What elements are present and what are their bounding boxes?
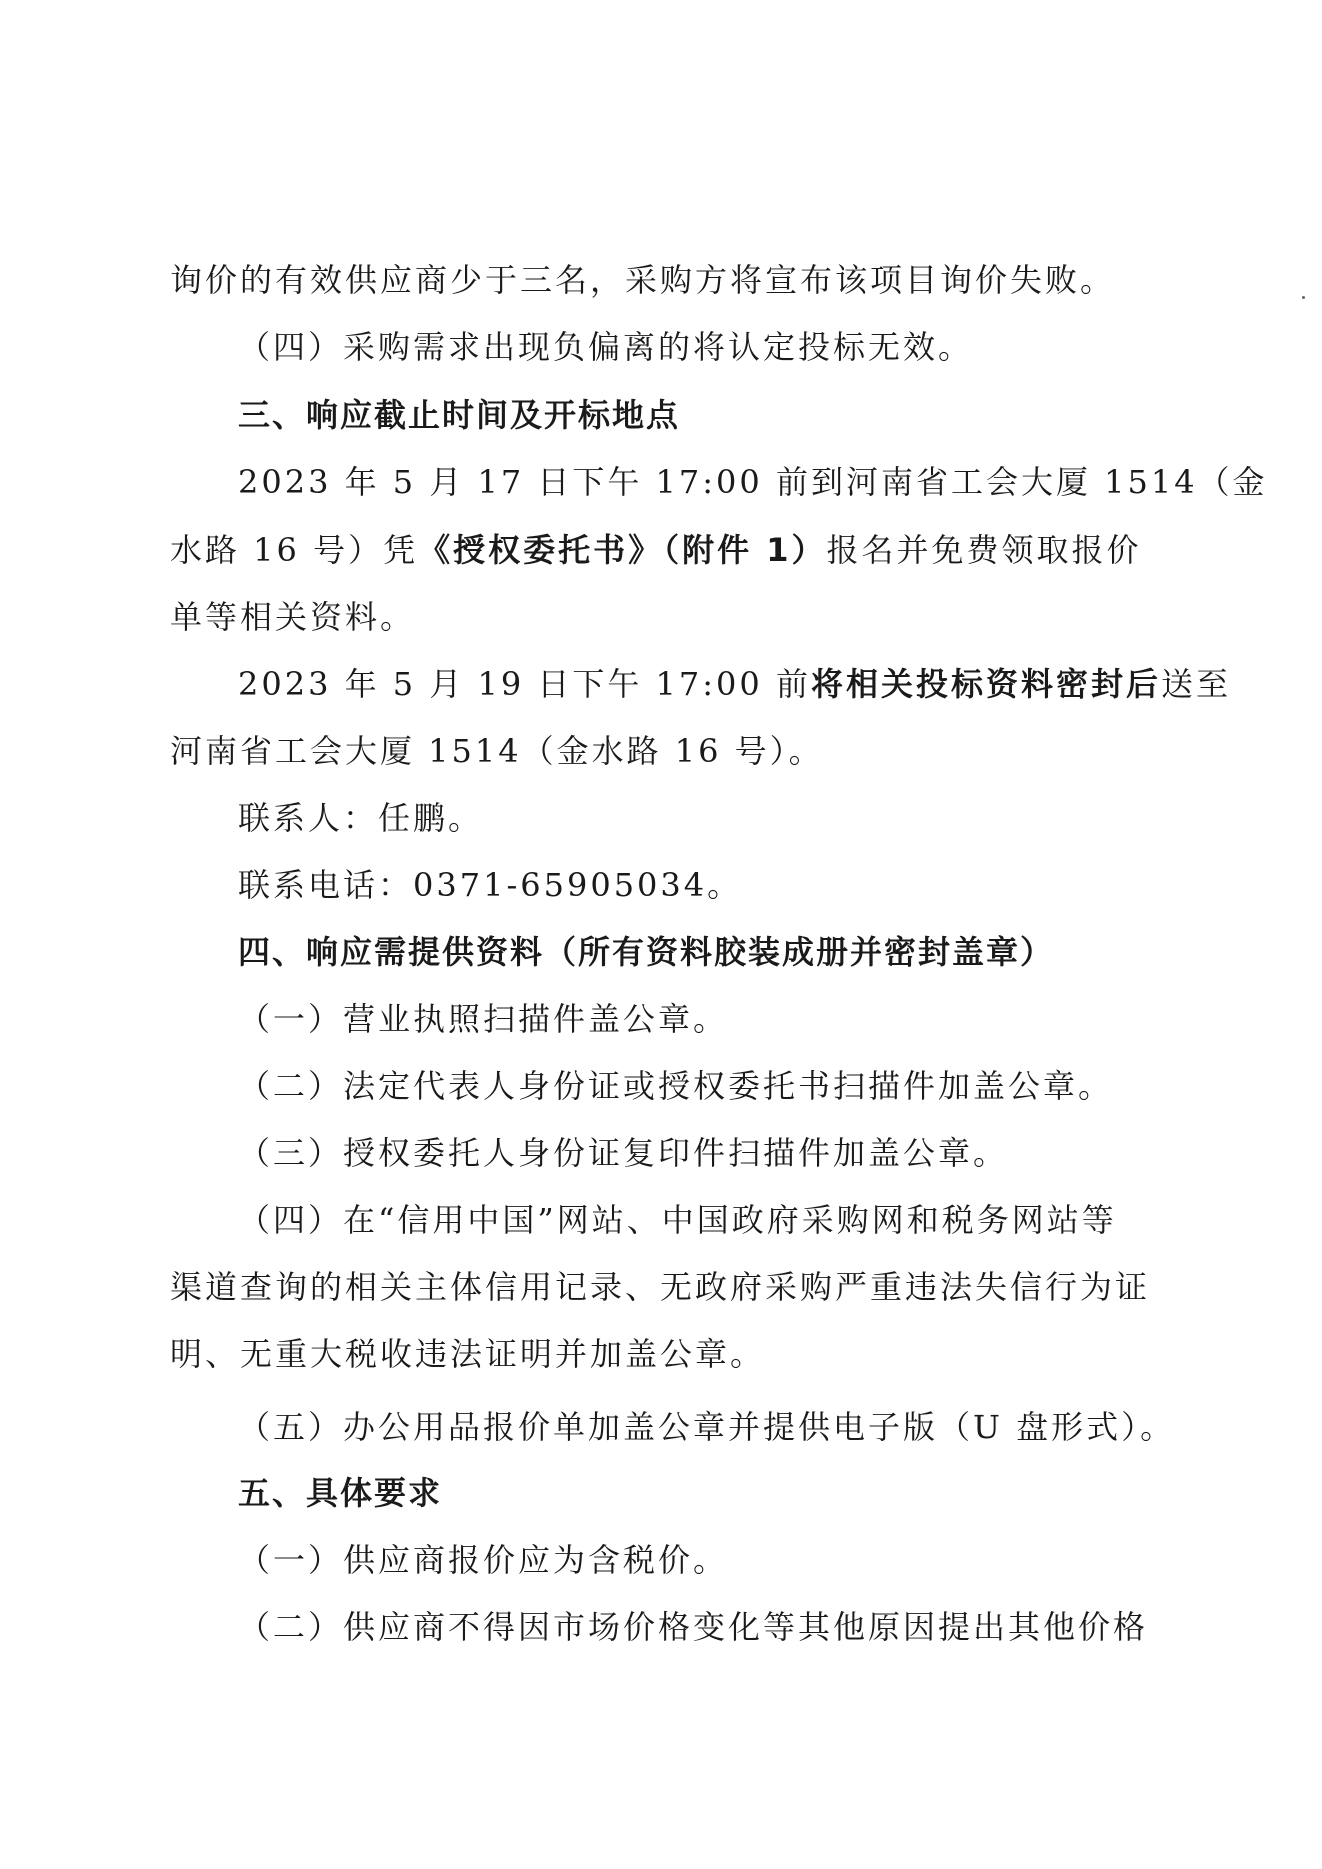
line-text: 联系电话：0371-65905034。 — [238, 866, 743, 904]
section-heading-5 — [170, 1473, 1228, 1513]
list-item — [170, 1066, 1228, 1106]
line-text: （二）供应商不得因市场价格变化等其他原因提出其他价格 — [238, 1608, 1149, 1646]
line-text: 明、无重大税收违法证明并加盖公章。 — [170, 1335, 766, 1373]
line-text: 单等相关资料。 — [170, 598, 416, 636]
line-text: 联系人：任鹏。 — [238, 799, 484, 837]
line-text: 河南省工会大厦 1514（金水路 16 号）。 — [170, 732, 824, 770]
contact-person — [170, 798, 1228, 838]
line-text: 渠道查询的相关主体信用记录、无政府采购严重违法失信行为证 — [170, 1268, 1151, 1306]
line-text: （三）授权委托人身份证复印件扫描件加盖公章。 — [238, 1134, 1009, 1172]
paragraph-line — [170, 597, 1160, 637]
paragraph-line — [170, 1334, 1160, 1374]
line-text: （一）营业执照扫描件盖公章。 — [238, 1000, 729, 1038]
paragraph-line — [170, 1267, 1160, 1307]
line-text: （一）供应商报价应为含税价。 — [238, 1541, 729, 1579]
line-text: 送至 — [1160, 665, 1231, 703]
line-text: （四）在“信用中国”网站、中国政府采购网和税务网站等 — [238, 1201, 1117, 1239]
heading-text: 三、响应截止时间及开标地点 — [238, 396, 681, 434]
bold-text: 《授权委托书》（附件 1） — [418, 531, 827, 569]
line-text: （四）采购需求出现负偏离的将认定投标无效。 — [238, 328, 974, 366]
paragraph-line — [170, 731, 1160, 771]
line-text: （二）法定代表人身份证或授权委托书扫描件加盖公章。 — [238, 1067, 1114, 1105]
line-text: 2023 年 5 月 17 日下午 17:00 前到河南省工会大厦 1514（金 — [238, 463, 1268, 501]
paragraph-line — [170, 327, 1228, 367]
line-text: 2023 年 5 月 19 日下午 17:00 前 — [238, 665, 811, 703]
list-item — [170, 1540, 1228, 1580]
list-item — [170, 1607, 1228, 1647]
paragraph-line — [170, 530, 1160, 570]
line-text: 报名并免费领取报价 — [826, 531, 1142, 569]
contact-phone — [170, 865, 1228, 905]
line-text: 询价的有效供应商少于三名，采购方将宣布该项目询价失败。 — [170, 261, 1116, 299]
scan-dot — [1302, 296, 1305, 299]
section-heading-3 — [170, 395, 1228, 435]
list-item — [170, 999, 1228, 1039]
list-item — [170, 1133, 1228, 1173]
line-text: 水路 16 号）凭 — [170, 531, 419, 569]
line-text: （五）办公用品报价单加盖公章并提供电子版（U 盘形式）。 — [238, 1408, 1176, 1446]
heading-text: 五、具体要求 — [238, 1474, 443, 1512]
bold-text: 将相关投标资料密封后 — [810, 665, 1161, 703]
section-heading-4 — [170, 932, 1228, 972]
paragraph-line — [170, 260, 1160, 300]
list-item — [170, 1200, 1228, 1240]
heading-text: 四、响应需提供资料（所有资料胶装成册并密封盖章） — [238, 933, 1055, 971]
paragraph-line — [170, 664, 1231, 704]
paragraph-line — [170, 462, 1268, 502]
list-item — [170, 1407, 1228, 1447]
